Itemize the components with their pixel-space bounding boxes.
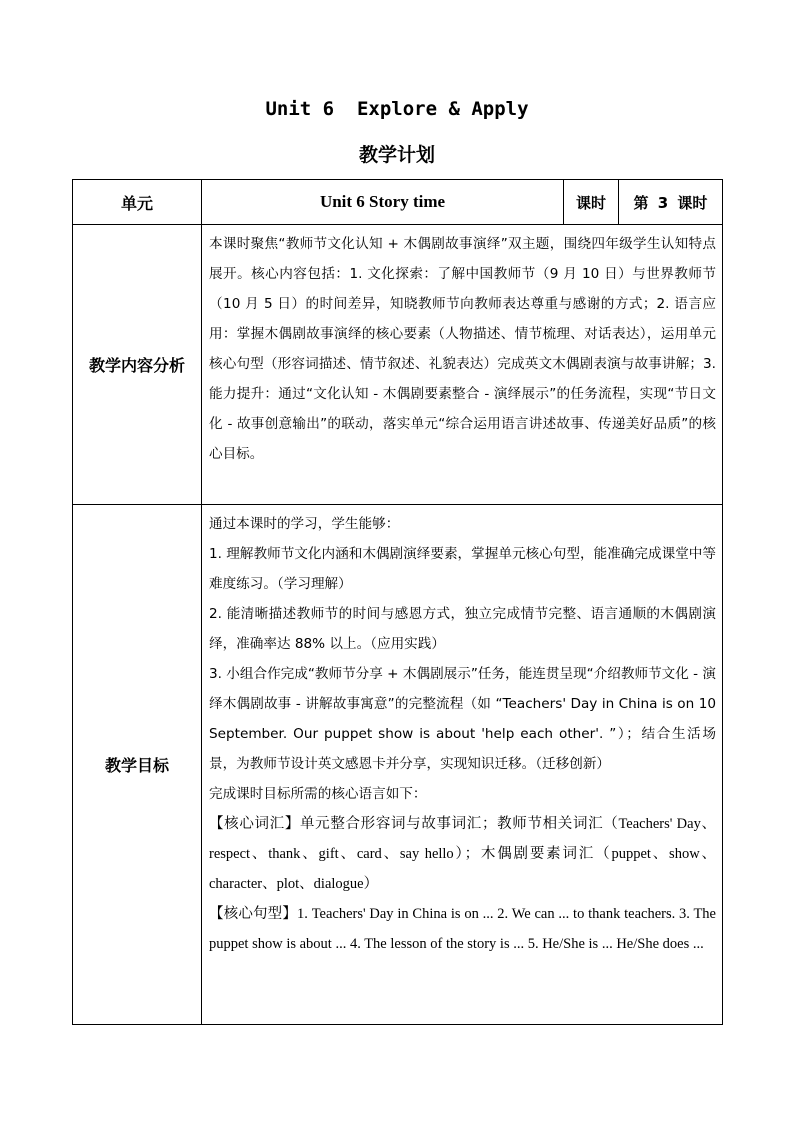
- objective-item-1: 1. 理解教师节文化内涵和木偶剧演绎要素，掌握单元核心句型，能准确完成课堂中等难度练习。（学习理解）: [209, 546, 716, 592]
- objective-item-3: 3. 小组合作完成“教师节分享 + 木偶剧展示”任务，能连贯呈现“介绍教师节文化 - 演绎木偶剧故事 - 讲解故事寓意”的完整流程（如 “Teachers' Day in China is on 10 September. Our puppet show is about 'help each other'. ”）；结合生活场景，为教师节设计英文感恩卡并分享，实现知识迁移。（迁移创新）: [209, 666, 716, 772]
- objectives-intro: 通过本课时的学习，学生能够：: [209, 516, 400, 532]
- content-analysis-row: [73, 225, 723, 505]
- objectives-label: 教学目标: [73, 505, 202, 1025]
- objectives-row: [73, 505, 723, 1025]
- lesson-hours-label: 课时: [564, 180, 619, 225]
- document-subtitle: 教学计划: [358, 144, 435, 166]
- document-title: Unit 6 Explore & Apply: [265, 98, 529, 120]
- core-vocabulary: 【核心词汇】单元整合形容词与故事词汇；教师节相关词汇（Teachers' Day、respect、thank、gift、card、say hello）；木偶剧要素词汇（puppet、show、character、plot、dialogue）: [209, 816, 716, 892]
- core-sentences: 【核心句型】1. Teachers' Day in China is on ... 2. We can ... to thank teachers. 3. The puppet show is about ... 4. The lesson of the story is ... 5. He/She is ... He/She does ...: [209, 906, 716, 952]
- objective-item-2: 2. 能清晰描述教师节的时间与感恩方式，独立完成情节完整、语言通顺的木偶剧演绎，准确率达 88% 以上。（应用实践）: [209, 606, 716, 652]
- lesson-plan-table: [72, 179, 723, 1025]
- core-language-intro: 完成课时目标所需的核心语言如下：: [209, 786, 427, 802]
- unit-label: 单元: [73, 180, 202, 225]
- lesson-hours-value: 第 3 课时: [619, 180, 723, 225]
- content-analysis-label: 教学内容分析: [73, 225, 202, 505]
- objectives-cell: [202, 505, 723, 1025]
- content-analysis-cell: [202, 225, 723, 505]
- unit-row: [73, 180, 723, 225]
- content-analysis-text: 本课时聚焦“教师节文化认知 + 木偶剧故事演绎”双主题，围绕四年级学生认知特点展开。核心内容包括：1. 文化探索：了解中国教师节（9 月 10 日）与世界教师节（10 月 5 日）的时间差异，知晓教师节向教师表达尊重与感谢的方式；2. 语言应用：掌握木偶剧故事演绎的核心要素（人物描述、情节梳理、对话表达），运用单元核心句型（形容词描述、情节叙述、礼貌表达）完成英文木偶剧表演与故事讲解；3. 能力提升：通过“文化认知 - 木偶剧要素整合 - 演绎展示”的任务流程，实现“节日文化 - 故事创意输出”的联动，落实单元“综合运用语言讲述故事、传递美好品质”的核心目标。: [209, 236, 716, 462]
- unit-value: Unit 6 Story time: [202, 180, 564, 225]
